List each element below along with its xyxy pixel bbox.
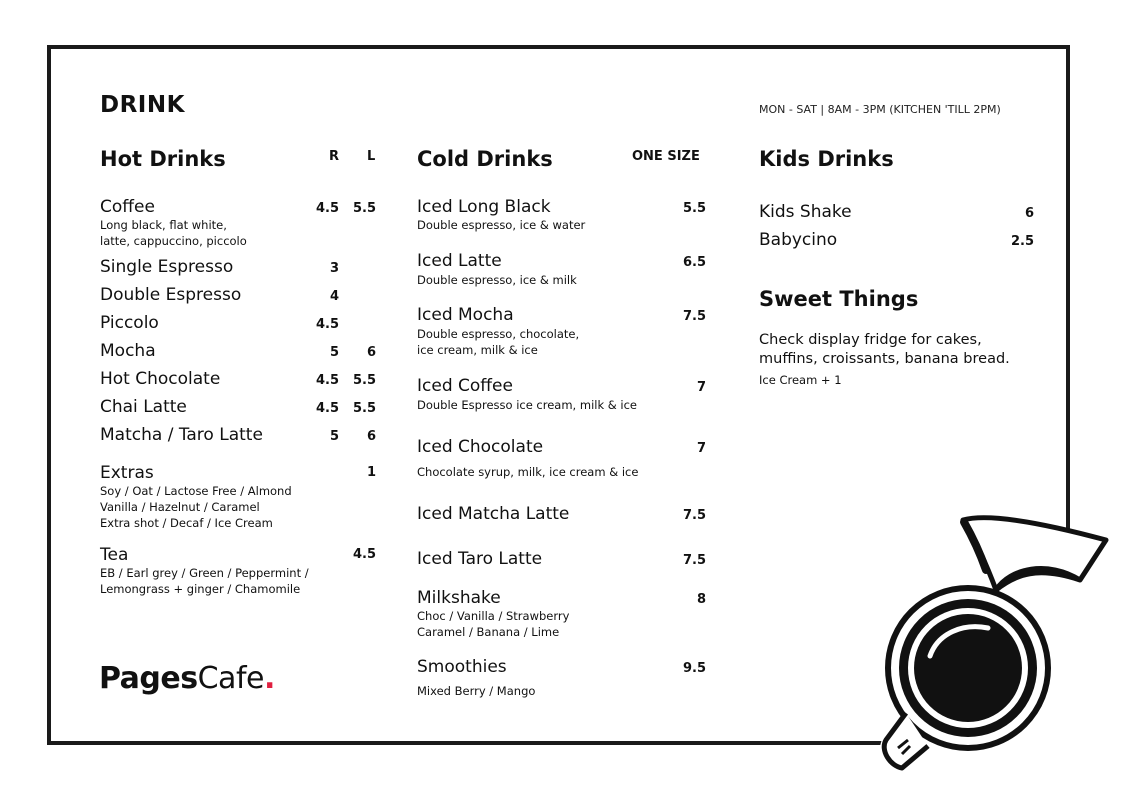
hot-item-coffee-price-l: 5.5 — [352, 201, 376, 216]
kids-item-kids-shake: Kids Shake — [759, 202, 852, 222]
cold-item-iced-coffee: Iced Coffee — [417, 376, 513, 396]
cold-item-milkshake: Milkshake — [417, 588, 501, 608]
logo-word-pages: Pages — [99, 661, 198, 696]
cold-item-iced-latte-price: 6.5 — [682, 255, 706, 270]
hot-item-matcha-taro-latte-price-l: 6 — [366, 429, 376, 444]
large-size-header: L — [367, 149, 376, 164]
coffee-cup-top-view-icon — [868, 508, 1118, 788]
pages-cafe-logo — [99, 661, 275, 696]
regular-size-header: R — [329, 149, 340, 164]
cold-item-iced-matcha-latte: Iced Matcha Latte — [417, 504, 570, 524]
hot-item-extras-desc-2: Vanilla / Hazelnut / Caramel — [100, 500, 260, 514]
hot-item-matcha-taro-latte-price-r: 5 — [329, 429, 339, 444]
cold-item-iced-mocha-price: 7.5 — [682, 309, 706, 324]
cold-item-smoothies-desc: Mixed Berry / Mango — [417, 684, 536, 698]
opening-hours: MON - SAT | 8AM - 3PM (KITCHEN 'TILL 2PM) — [759, 103, 1001, 116]
hot-item-tea-price: 4.5 — [352, 547, 376, 562]
hot-item-extras-desc-3: Extra shot / Decaf / Ice Cream — [100, 516, 273, 530]
hot-item-tea-desc-1: EB / Earl grey / Green / Peppermint / — [100, 566, 309, 580]
hot-item-extras: Extras — [100, 463, 154, 483]
sweet-things-text-2: muffins, croissants, banana bread. — [759, 351, 1010, 367]
hot-item-chai-latte-price-l: 5.5 — [352, 401, 376, 416]
kids-item-kids-shake-price: 6 — [1024, 206, 1034, 221]
hot-item-mocha-price-r: 5 — [329, 345, 339, 360]
hot-item-mocha: Mocha — [100, 341, 156, 361]
cold-item-iced-latte-desc: Double espresso, ice & milk — [417, 273, 577, 287]
hot-item-piccolo-price-r: 4.5 — [315, 317, 339, 332]
sweet-things-heading: Sweet Things — [759, 287, 919, 311]
hot-item-extras-desc-1: Soy / Oat / Lactose Free / Almond — [100, 484, 292, 498]
cold-item-smoothies-price: 9.5 — [682, 661, 706, 676]
cold-item-iced-mocha-desc-2: ice cream, milk & ice — [417, 343, 538, 357]
hot-item-mocha-price-l: 6 — [366, 345, 376, 360]
menu-title: DRINK — [100, 92, 185, 118]
kids-drinks-heading: Kids Drinks — [759, 147, 894, 171]
hot-item-hot-chocolate-price-r: 4.5 — [315, 373, 339, 388]
logo-word-cafe: Cafe — [197, 661, 264, 696]
hot-item-coffee: Coffee — [100, 197, 155, 217]
cold-item-milkshake-price: 8 — [696, 592, 706, 607]
hot-item-double-espresso-price-r: 4 — [329, 289, 339, 304]
one-size-header: ONE SIZE — [632, 149, 700, 164]
hot-item-extras-price: 1 — [366, 465, 376, 480]
hot-item-hot-chocolate-price-l: 5.5 — [352, 373, 376, 388]
hot-item-single-espresso: Single Espresso — [100, 257, 234, 277]
cold-item-iced-long-black-price: 5.5 — [682, 201, 706, 216]
cold-item-iced-mocha-desc-1: Double espresso, chocolate, — [417, 327, 580, 341]
hot-item-chai-latte-price-r: 4.5 — [315, 401, 339, 416]
kids-item-babycino: Babycino — [759, 230, 838, 250]
cold-item-iced-mocha: Iced Mocha — [417, 305, 514, 325]
cold-item-iced-matcha-latte-price: 7.5 — [682, 508, 706, 523]
logo-dot: . — [263, 661, 275, 696]
cold-item-iced-latte: Iced Latte — [417, 251, 502, 271]
cold-item-iced-chocolate-price: 7 — [696, 441, 706, 456]
cold-item-smoothies: Smoothies — [417, 657, 507, 677]
hot-item-piccolo: Piccolo — [100, 313, 159, 333]
cold-item-iced-taro-latte-price: 7.5 — [682, 553, 706, 568]
cold-item-iced-coffee-desc: Double Espresso ice cream, milk & ice — [417, 398, 637, 412]
hot-item-double-espresso: Double Espresso — [100, 285, 242, 305]
cold-item-milkshake-desc-1: Choc / Vanilla / Strawberry — [417, 609, 570, 623]
hot-item-coffee-desc-1: Long black, flat white, — [100, 218, 227, 232]
hot-item-matcha-taro-latte: Matcha / Taro Latte — [100, 425, 263, 445]
sweet-things-text-1: Check display fridge for cakes, — [759, 332, 982, 348]
cold-item-milkshake-desc-2: Caramel / Banana / Lime — [417, 625, 560, 639]
kids-item-babycino-price: 2.5 — [1010, 234, 1034, 249]
hot-item-tea: Tea — [100, 545, 129, 565]
cold-item-iced-long-black: Iced Long Black — [417, 197, 551, 217]
cold-item-iced-chocolate: Iced Chocolate — [417, 437, 544, 457]
hot-item-hot-chocolate: Hot Chocolate — [100, 369, 221, 389]
cold-item-iced-chocolate-desc: Chocolate syrup, milk, ice cream & ice — [417, 465, 639, 479]
hot-item-tea-desc-2: Lemongrass + ginger / Chamomile — [100, 582, 301, 596]
cold-drinks-heading: Cold Drinks — [417, 147, 553, 171]
cold-item-iced-taro-latte: Iced Taro Latte — [417, 549, 543, 569]
hot-item-chai-latte: Chai Latte — [100, 397, 187, 417]
cold-item-iced-coffee-price: 7 — [696, 380, 706, 395]
hot-item-coffee-desc-2: latte, cappuccino, piccolo — [100, 234, 247, 248]
hot-item-single-espresso-price-r: 3 — [329, 261, 339, 276]
sweet-things-note: Ice Cream + 1 — [759, 373, 842, 387]
hot-item-coffee-price-r: 4.5 — [315, 201, 339, 216]
hot-drinks-heading: Hot Drinks — [100, 147, 226, 171]
cold-item-iced-long-black-desc: Double espresso, ice & water — [417, 218, 586, 232]
